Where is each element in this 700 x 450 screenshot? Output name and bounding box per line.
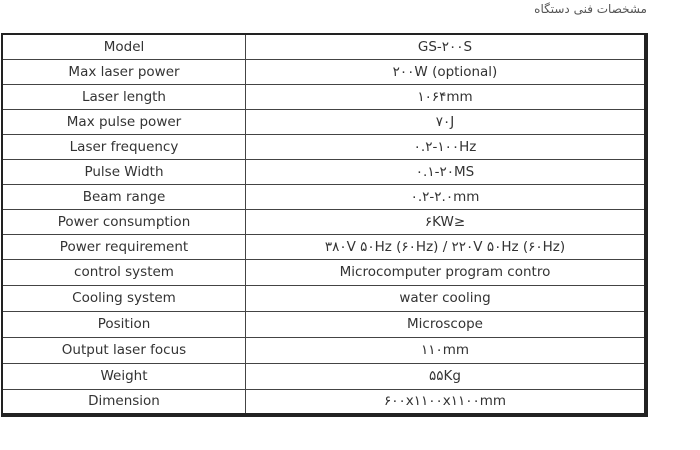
spec-label: Max laser power — [2, 59, 246, 84]
spec-label: control system — [2, 259, 246, 285]
spec-label: Pulse Width — [2, 159, 246, 184]
spec-value: ۱۰۶۴mm — [246, 84, 647, 109]
spec-value: GS-۲۰۰S — [246, 34, 647, 59]
spec-label: Dimension — [2, 389, 246, 415]
spec-label: Cooling system — [2, 285, 246, 311]
table-row — [2, 109, 646, 134]
specifications-table — [1, 33, 648, 417]
spec-value: ۶KW≥ — [246, 209, 647, 234]
spec-label: Laser length — [2, 84, 246, 109]
spec-label: Model — [2, 34, 246, 59]
spec-value: Microcomputer program contro — [246, 259, 647, 285]
table-row — [2, 337, 646, 363]
spec-value: ۰.۲-۲.۰mm — [246, 184, 647, 209]
spec-value: ۰.۲-۱۰۰Hz — [246, 134, 647, 159]
table-row — [2, 34, 646, 59]
table-row — [2, 209, 646, 234]
spec-label: Laser frequency — [2, 134, 246, 159]
spec-value: ۵۵Kg — [246, 363, 647, 389]
table-row — [2, 285, 646, 311]
spec-label: Weight — [2, 363, 246, 389]
table-row — [2, 84, 646, 109]
spec-value: water cooling — [246, 285, 647, 311]
table-row — [2, 389, 646, 415]
table-row — [2, 311, 646, 337]
section-heading: مشخصات فنی دستگاه — [534, 2, 647, 16]
spec-value: Microscope — [246, 311, 647, 337]
table-row — [2, 259, 646, 285]
table-row — [2, 184, 646, 209]
table-row — [2, 159, 646, 184]
spec-label: Output laser focus — [2, 337, 246, 363]
spec-value: ۰.۱-۲۰MS — [246, 159, 647, 184]
spec-value: ۶۰۰x۱۱۰۰x۱۱۰۰mm — [246, 389, 647, 415]
table-row — [2, 134, 646, 159]
spec-label: Power consumption — [2, 209, 246, 234]
spec-value: ۳۸۰V ۵۰Hz (۶۰Hz) / ۲۲۰V ۵۰Hz (۶۰Hz) — [246, 234, 647, 259]
spec-value: ۱۱۰mm — [246, 337, 647, 363]
spec-value: ۷۰J — [246, 109, 647, 134]
spec-label: Max pulse power — [2, 109, 246, 134]
spec-value: ۲۰۰W (optional) — [246, 59, 647, 84]
table-row — [2, 363, 646, 389]
spec-label: Power requirement — [2, 234, 246, 259]
spec-label: Beam range — [2, 184, 246, 209]
table-row — [2, 234, 646, 259]
table-row — [2, 59, 646, 84]
spec-label: Position — [2, 311, 246, 337]
